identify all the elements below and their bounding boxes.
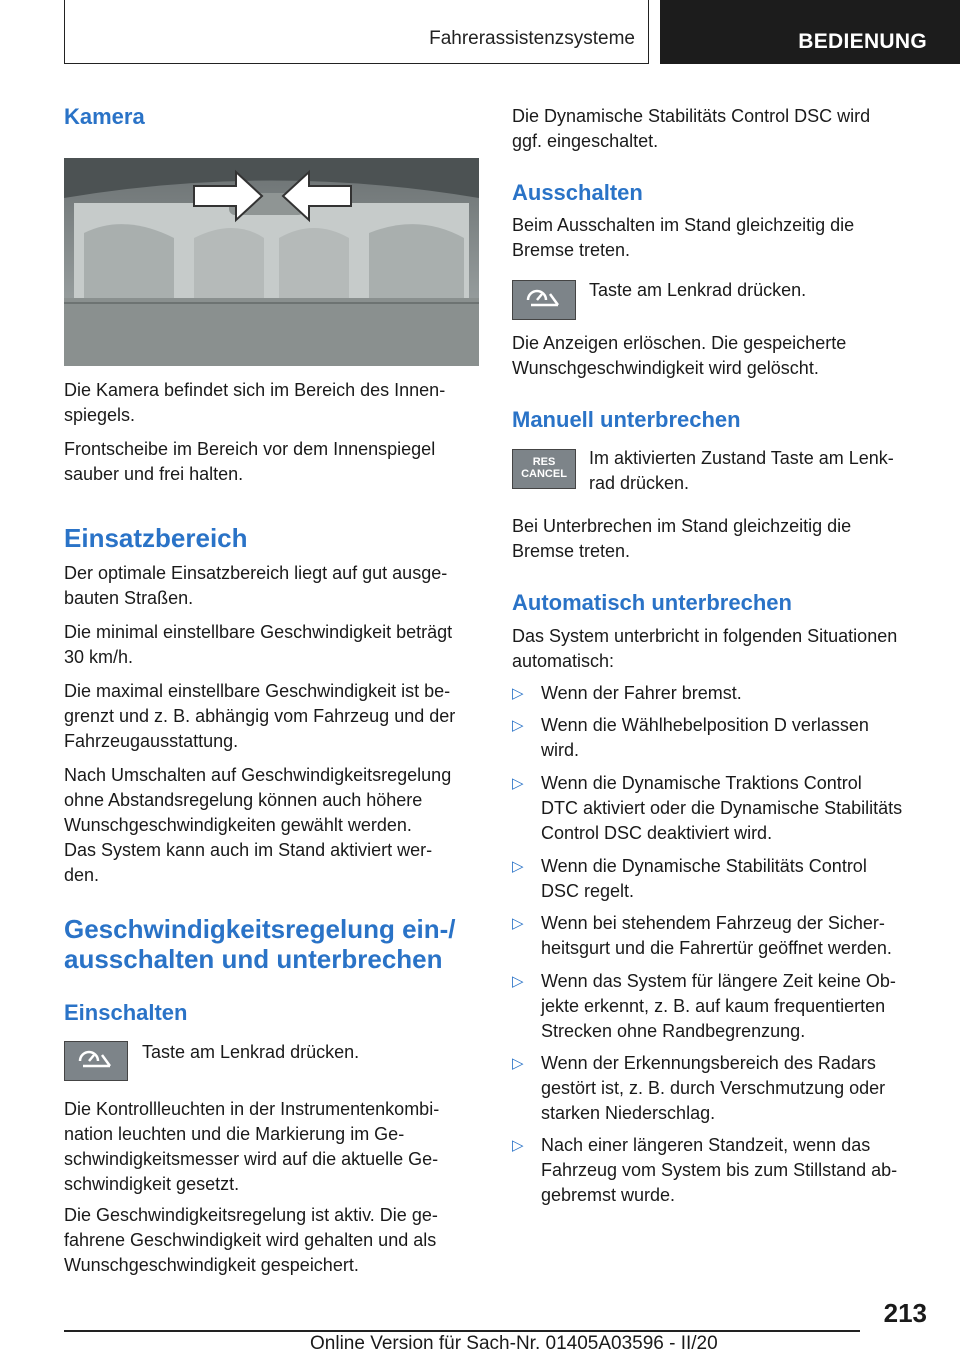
einsatz-paragraph-2: Die minimal einstellbare Geschwindigkeit beträgt 30 km/h. (64, 622, 453, 667)
heading-ausschalten: Ausschalten (512, 180, 643, 205)
einschalten-paragraph-2: Die Geschwindigkeitsregelung ist aktiv. Die ge- fahrene Geschwindigkeit wird gehalten und als Wunschgeschwindigkeit gespeichert. (64, 1205, 438, 1275)
bullet-triangle-icon: ▷ (512, 1055, 524, 1072)
cruise-control-off-button-icon (512, 280, 576, 320)
list-item-text: Wenn der Erkennungsbereich des Radars gestört ist, z. B. durch Verschmutzung oder starken Niederschlag. (541, 1053, 886, 1123)
einsatz-paragraph-4: Nach Umschalten auf Geschwindigkeitsregelung ohne Abstandsregelung können auch höhere Wunschgeschwindigkeiten gewählt werden. (64, 765, 452, 835)
bullet-triangle-icon: ▷ (512, 1137, 524, 1154)
einschalten-instruction: Taste am Lenkrad drücken. (142, 1042, 360, 1062)
einsatz-paragraph-3: Die maximal einstellbare Geschwindigkeit ist be- grenzt und z. B. abhängig vom Fahrzeug und der Fahrzeugausstattung. (64, 681, 456, 751)
header-chapter-tab: BEDIENUNG (660, 0, 960, 64)
list-item-text: Wenn der Fahrer bremst. (541, 683, 742, 703)
heading-kamera: Kamera (64, 104, 145, 129)
ausschalten-paragraph-1: Beim Ausschalten im Stand gleichzeitig die Bremse treten. (512, 215, 855, 260)
cruise-control-button-icon (64, 1041, 128, 1081)
list-item-text: Nach einer längeren Standzeit, wenn das Fahrzeug vom System bis zum Stillstand ab- gebremst wurde. (541, 1135, 898, 1205)
camera-interior-photo (64, 158, 479, 366)
list-item-text: Wenn bei stehendem Fahrzeug der Sicher- heitsgurt und die Fahrertür geöffnet werden. (541, 913, 892, 958)
list-item-text: Wenn die Dynamische Traktions Control DTC aktiviert oder die Dynamische Stabilitäts Control DSC deaktiviert wird. (541, 773, 903, 843)
heading-einsatzbereich: Einsatzbereich (64, 523, 248, 553)
footer-divider (64, 1330, 860, 1332)
manuell-paragraph-1: Bei Unterbrechen im Stand gleichzeitig die Bremse treten. (512, 516, 852, 561)
kamera-paragraph-1: Die Kamera befindet sich im Bereich des Innen- spiegels. (64, 380, 446, 425)
list-item-text: Wenn das System für längere Zeit keine Ob- jekte erkennt, z. B. auf kaum frequentierten Strecken ohne Randbegrenzung. (541, 971, 896, 1041)
footer-online-version: Online Version für Sach-Nr. 01405A03596 - II/20 (310, 1333, 718, 1354)
list-item-text: Wenn die Dynamische Stabilitäts Control DSC regelt. (541, 856, 867, 901)
auto-paragraph-1: Das System unterbricht in folgenden Situationen automatisch: (512, 626, 898, 671)
bullet-triangle-icon: ▷ (512, 717, 524, 734)
heading-einschalten: Einschalten (64, 1000, 188, 1025)
res-cancel-button-icon (512, 449, 576, 489)
cancel-label: CANCEL (521, 468, 567, 480)
einsatz-paragraph-1: Der optimale Einsatzbereich liegt auf gut ausge- bauten Straßen. (64, 563, 448, 608)
res-label: RES (532, 456, 556, 468)
bullet-triangle-icon: ▷ (512, 915, 524, 932)
list-item-text: Wenn die Wählhebelposition D verlassen wird. (541, 715, 869, 760)
bullet-triangle-icon: ▷ (512, 775, 524, 792)
einsatz-paragraph-5: Das System kann auch im Stand aktiviert wer- den. (64, 840, 433, 885)
header-section-title: Fahrerassistenzsysteme (429, 28, 635, 49)
ausschalten-paragraph-2: Die Anzeigen erlöschen. Die gespeicherte Wunschgeschwindigkeit wird gelöscht. (512, 333, 847, 378)
page-number: 213 (883, 1298, 927, 1328)
bullet-triangle-icon: ▷ (512, 858, 524, 875)
heading-geschwindigkeitsregelung: Geschwindigkeitsregelung ein-/ ausschalten und unterbrechen (64, 914, 456, 974)
heading-automatisch-unterbrechen: Automatisch unterbrechen (512, 590, 792, 615)
bullet-triangle-icon: ▷ (512, 685, 524, 702)
einschalten-paragraph-1: Die Kontrollleuchten in der Instrumentenkombi- nation leuchten und die Markierung im Ge- schwindigkeitsmesser wird auf die aktuelle Ge- schwindigkeit gesetzt. (64, 1099, 440, 1194)
bullet-triangle-icon: ▷ (512, 973, 524, 990)
dsc-paragraph: Die Dynamische Stabilitäts Control DSC wird ggf. eingeschaltet. (512, 106, 871, 151)
ausschalten-instruction: Taste am Lenkrad drücken. (589, 280, 807, 300)
heading-manuell-unterbrechen: Manuell unterbrechen (512, 407, 741, 432)
manuell-instruction: Im aktivierten Zustand Taste am Lenk- rad drücken. (589, 448, 894, 493)
kamera-paragraph-2: Frontscheibe im Bereich vor dem Innenspiegel sauber und frei halten. (64, 439, 436, 484)
